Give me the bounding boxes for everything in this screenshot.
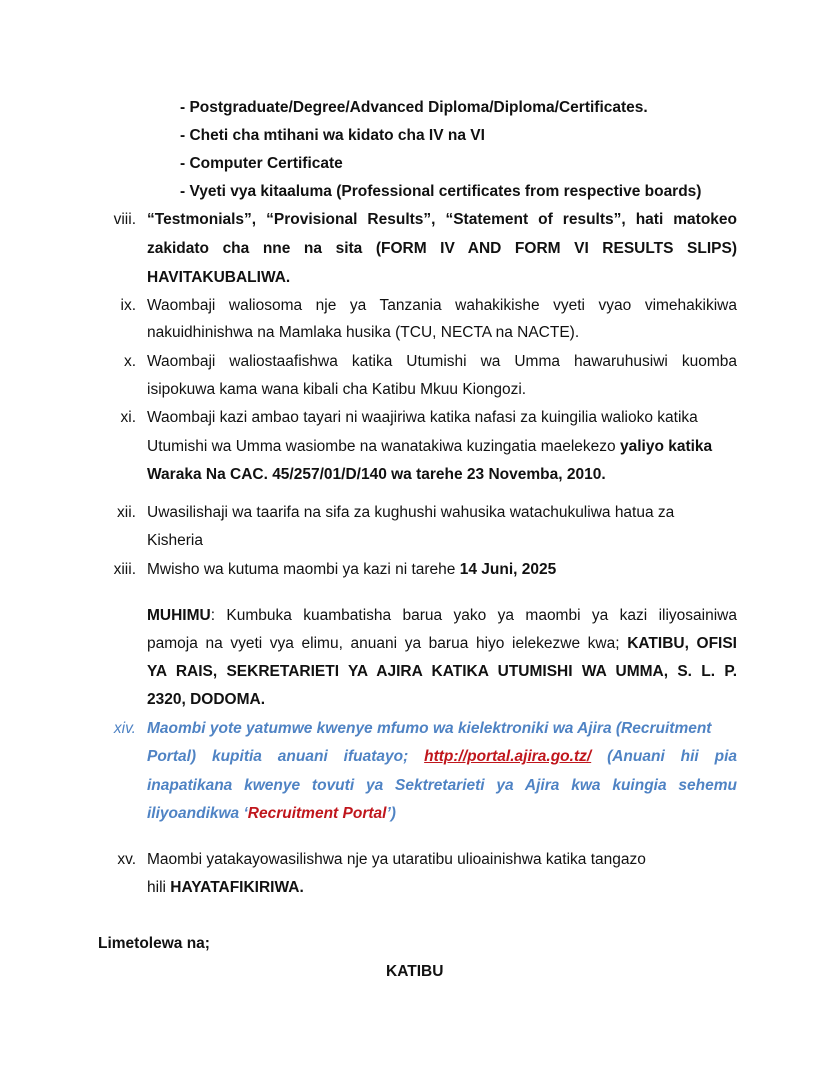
item-xiv-text: (Anuani hii pia (607, 748, 738, 765)
item-xi-line: Waraka Na CAC. 45/257/01/D/140 wa tarehe 23 Novemba, 2010. (147, 466, 606, 483)
item-xv-bold: HAYATAFIKIRIWA. (170, 879, 304, 896)
item-xi-bold: yaliyo katika (619, 438, 713, 455)
item-xiv-text: ’) (386, 805, 396, 822)
item-viii-line: “Testmonials”, “Provisional Results”, “Statement of results”, hati matokeo (147, 211, 737, 228)
issued-by: Limetolewa na; (98, 935, 210, 952)
item-xiv-line: inapatikana kwenye tovuti ya Sektretarieti ya Ajira kwa kuingia sehemu (147, 777, 737, 794)
muhimu-line (147, 606, 737, 626)
item-xiv-text: Portal) kupitia anuani ifuatayo; (147, 748, 409, 765)
item-number: xii. (117, 504, 136, 521)
item-xv-line: Maombi yatakayowasilishwa nje ya utaratibu ulioainishwa katika tangazo (147, 851, 646, 868)
item-xiii-text: Mwisho wa kutuma maombi ya kazi ni tarehe (147, 561, 456, 578)
cert-item: - Cheti cha mtihani wa kidato cha IV na VI (180, 127, 485, 144)
item-xii-line: Uwasilishaji wa taarifa na sifa za kughushi wahusika watachukuliwa hatua za (147, 504, 675, 521)
cert-item: - Computer Certificate (180, 155, 343, 172)
item-xiv-line: Maombi yote yatumwe kwenye mfumo wa kielektroniki wa Ajira (Recruitment (147, 720, 712, 737)
cert-item: - Postgraduate/Degree/Advanced Diploma/Diploma/Certificates. (180, 99, 648, 116)
item-xv-line (147, 878, 304, 898)
item-ix-line: nakuidhinishwa na Mamlaka husika (TCU, NECTA na NACTE). (147, 324, 580, 341)
item-viii-line: zakidato cha nne na sita (FORM IV AND FORM VI RESULTS SLIPS) (147, 240, 737, 257)
item-number: xiii. (113, 561, 136, 578)
cert-item: - Vyeti vya kitaaluma (Professional certificates from respective boards) (180, 183, 702, 200)
item-xiii-line (147, 560, 556, 580)
muhimu-text: pamoja na vyeti vya elimu, anuani ya barua hiyo ielekezwe kwa; (147, 635, 620, 652)
item-xi-line (147, 437, 712, 457)
item-number: viii. (113, 211, 136, 228)
item-viii-line: HAVITAKUBALIWA. (147, 269, 291, 286)
item-xi-line: Waombaji kazi ambao tayari ni waajiriwa katika nafasi za kuingilia walioko katika (147, 409, 698, 426)
item-number: x. (123, 353, 136, 370)
item-xv-text: hili (147, 879, 166, 896)
item-number: xv. (117, 851, 136, 868)
muhimu-line (147, 634, 737, 654)
portal-link[interactable]: http://portal.ajira.go.tz/ (424, 748, 592, 765)
item-number: xi. (120, 409, 136, 426)
recruitment-portal-text: Recruitment Portal (247, 805, 387, 822)
muhimu-label: MUHIMU (147, 607, 211, 624)
item-x-line: isipokuwa kama wana kibali cha Katibu Mkuu Kiongozi. (147, 381, 527, 398)
deadline-date: 14 Juni, 2025 (459, 561, 557, 578)
item-x-line: Waombaji waliostaafishwa katika Utumishi wa Umma hawaruhusiwi kuomba (147, 353, 737, 370)
item-xiv-line (147, 747, 737, 767)
item-xiv-line (147, 804, 396, 824)
signatory-title: KATIBU (386, 963, 444, 980)
item-xii-line: Kisheria (147, 532, 203, 549)
item-number: ix. (120, 297, 136, 314)
item-xiv-text: iliyoandikwa ‘ (147, 805, 248, 822)
item-number: xiv. (113, 720, 136, 737)
muhimu-bold: KATIBU, OFISI (627, 635, 737, 652)
muhimu-text: : Kumbuka kuambatisha barua yako ya maombi ya kazi iliyosainiwa (210, 607, 737, 624)
muhimu-line: 2320, DODOMA. (147, 691, 266, 708)
muhimu-line: YA RAIS, SEKRETARIETI YA AJIRA KATIKA UTUMISHI WA UMMA, S. L. P. (147, 663, 737, 680)
item-ix-line: Waombaji waliosoma nje ya Tanzania wahakikishe vyeti vyao vimehakikiwa (147, 297, 737, 314)
item-xi-text: Utumishi wa Umma wasiombe na wanatakiwa kuzingatia maelekezo (147, 438, 616, 455)
